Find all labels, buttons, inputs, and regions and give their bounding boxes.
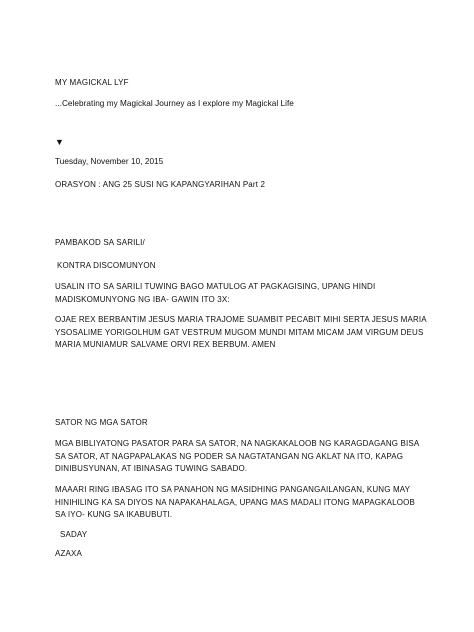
prayer-paragraph: OJAE REX BERBANTIM JESUS MARIA TRAJOME SUAMBIT PECABIT MIHI SERTA JESUS MARIA YSOSALIME YORIGOLHUM GAT VESTRUM MUGOM MUNDI MITAM MICAM JAM VIRGUM DEUS MARIA MUNIAMUR SALVAME ORVI REX BERBUM. AMEN (55, 315, 427, 349)
section-heading-pambakod: PAMBAKOD SA SARILI/ (55, 238, 145, 247)
post-date: Tuesday, November 10, 2015 (55, 157, 164, 166)
blog-tagline: ...Celebrating my Magickal Journey as I explore my Magickal Life (55, 99, 294, 108)
post-title: ORASYON : ANG 25 SUSI NG KAPANGYARIHAN Part 2 (55, 180, 266, 189)
sator-word-saday: SADAY (60, 530, 88, 539)
blog-title: MY MAGICKAL LYF (55, 78, 129, 87)
sator-paragraph-1: MGA BIBLIYATONG PASATOR PARA SA SATOR, NA NAGKAKALOOB NG KARAGDAGANG BISA SA SATOR, AT NAGPAPALAKAS NG PODER SA NAGTATANGAN NG AKLAT NA ITO, KAPAG DINIBUSYUNAN, AT IBINASAG TUWING SABADO. (55, 439, 419, 473)
sator-paragraph-2: MAAARI RING IBASAG ITO SA PANAHON NG MASIDHING PANGANGAILANGAN, KUNG MAY HINIHILING KA SA DIYOS NA NAPAKAHALAGA, UPANG MAS MADALI ITONG MAPAGKALOOB SA IYO- KUNG SA IKABUBUTI. (55, 485, 415, 519)
instruction-paragraph: USALIN ITO SA SARILI TUWING BAGO MATULOG AT PAGKAGISING, UPANG HINDI MADISKOMUNYONG NG IBA- GAWIN ITO 3X: (55, 282, 376, 304)
collapse-toggle-icon[interactable]: ▼ (55, 137, 64, 147)
section-subheading-kontra: KONTRA DISCOMUNYON (57, 261, 156, 270)
section-heading-sator: SATOR NG MGA SATOR (55, 418, 148, 427)
sator-word-azaxa: AZAXA (55, 549, 82, 558)
